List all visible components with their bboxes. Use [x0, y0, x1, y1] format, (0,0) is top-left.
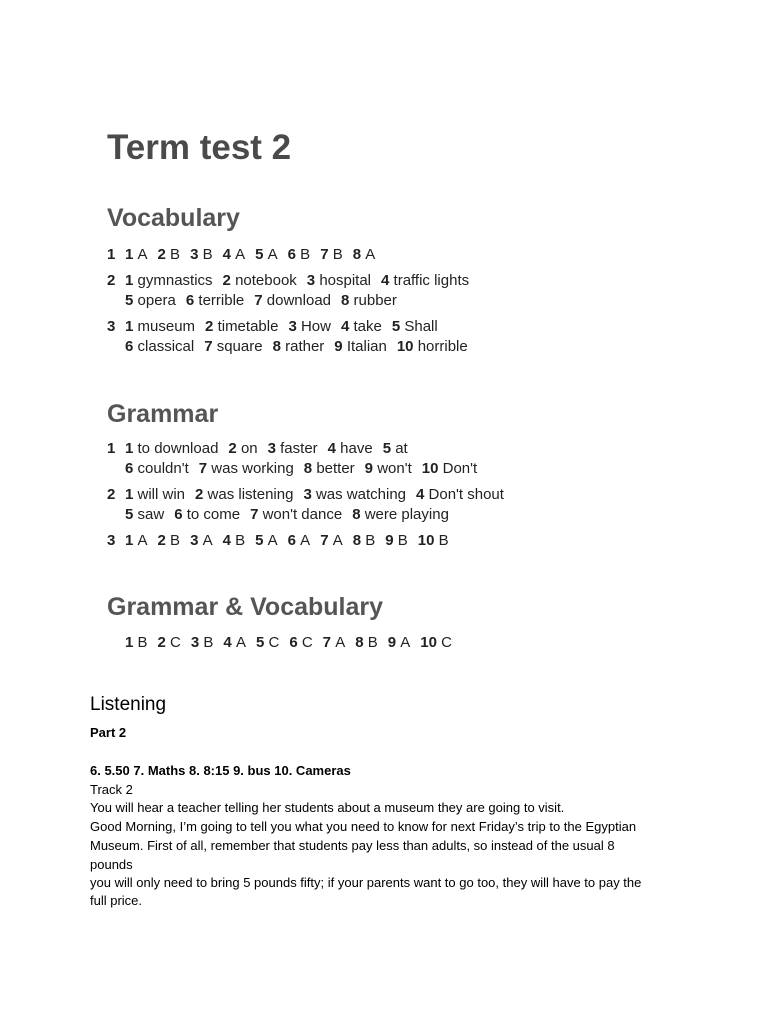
answer-item [190, 532, 213, 549]
item-answer: C [441, 634, 452, 651]
item-number: 6 [174, 506, 187, 523]
item-answer: will win [137, 486, 186, 503]
answer-item [353, 246, 376, 263]
item-answer: C [301, 634, 313, 651]
item-answer: was listening [207, 486, 294, 503]
item-answer: better [316, 460, 355, 477]
item-answer: faster [280, 440, 318, 457]
item-number: 5 [125, 292, 138, 309]
item-answer: A [137, 532, 148, 549]
transcript-line: You will hear a teacher telling her students about a museum they are going to visit. [90, 800, 565, 815]
item-number: 1 [125, 272, 138, 289]
item-number: 5 [382, 440, 396, 457]
item-answer: A [335, 634, 346, 651]
answer-row [107, 486, 514, 503]
answer-item [125, 272, 213, 289]
item-answer: A [202, 532, 213, 549]
item-answer: horrible [417, 338, 468, 355]
item-answer: hospital [319, 272, 372, 289]
item-answer: on [240, 440, 258, 457]
item-answer: B [332, 246, 343, 263]
item-number: 8 [341, 292, 354, 309]
grammar-vocabulary-heading: Grammar & Vocabulary [107, 593, 384, 621]
item-number: 3 [303, 486, 316, 503]
answer-item [304, 460, 355, 477]
item-number: 3 [190, 634, 204, 651]
listening-answers: 6. 5.50 7. Maths 8. 8:15 9. bus 10. Cameras [90, 763, 351, 778]
answer-item [125, 634, 148, 651]
item-number: 9 [387, 634, 401, 651]
answer-item [205, 318, 278, 335]
item-number: 7 [322, 634, 336, 651]
answer-item [307, 272, 371, 289]
item-number: 9 [334, 338, 347, 355]
answer-item [289, 634, 312, 651]
answer-item [397, 338, 468, 355]
answer-item [388, 634, 411, 651]
item-number: 6 [125, 460, 138, 477]
question-number: 1 [107, 440, 116, 457]
item-answer: Italian [346, 338, 387, 355]
item-number: 7 [320, 246, 333, 263]
listening-part: Part 2 [90, 725, 127, 740]
item-number: 1 [125, 532, 138, 549]
item-answer: B [202, 246, 213, 263]
item-number: 1 [125, 634, 138, 651]
item-answer: at [395, 440, 408, 457]
question-number: 2 [107, 272, 116, 289]
answer-item [328, 440, 373, 457]
item-answer: Don't [442, 460, 478, 477]
item-answer: take [353, 318, 382, 335]
item-answer: How [300, 318, 331, 335]
item-answer: B [137, 634, 148, 651]
item-number: 6 [287, 532, 301, 549]
item-number: 5 [255, 634, 269, 651]
answer-item [191, 634, 214, 651]
question-number: 1 [107, 246, 116, 263]
item-number: 3 [190, 246, 203, 263]
item-number: 2 [195, 486, 208, 503]
item-number: 8 [352, 506, 365, 523]
track-label: Track 2 [90, 782, 133, 797]
answer-item [255, 532, 278, 549]
answer-item [190, 246, 213, 263]
item-number: 1 [125, 246, 138, 263]
answer-item [125, 338, 194, 355]
transcript-line: full price. [90, 893, 143, 908]
answer-row [107, 532, 459, 549]
answer-item [228, 440, 257, 457]
item-answer: B [367, 634, 378, 651]
item-answer: B [235, 532, 246, 549]
answer-item [320, 532, 343, 549]
answer-item [288, 318, 331, 335]
item-number: 6 [287, 246, 301, 263]
item-number: 7 [198, 460, 212, 477]
item-number: 8 [303, 460, 317, 477]
answer-item [418, 532, 449, 549]
item-number: 4 [222, 532, 236, 549]
item-answer: museum [137, 318, 196, 335]
item-answer: A [400, 634, 411, 651]
answer-item [125, 486, 185, 503]
item-number: 2 [205, 318, 218, 335]
item-number: 2 [157, 634, 171, 651]
item-number: 3 [267, 440, 281, 457]
item-answer: A [137, 246, 148, 263]
answer-item [385, 532, 408, 549]
transcript-line: Museum. First of all, remember that students pay less than adults, so instead of the usual 8 [90, 838, 615, 853]
answer-item [223, 272, 297, 289]
item-answer: B [438, 532, 449, 549]
item-number: 2 [228, 440, 241, 457]
item-number: 5 [125, 506, 138, 523]
item-number: 3 [190, 532, 203, 549]
answer-item [383, 440, 408, 457]
answer-item [125, 292, 176, 309]
answer-row [107, 440, 418, 457]
question-number: 2 [107, 486, 116, 503]
item-number: 5 [255, 246, 268, 263]
item-answer: were playing [364, 506, 449, 523]
item-answer: square [216, 338, 263, 355]
vocabulary-heading: Vocabulary [107, 204, 240, 232]
answer-item [303, 486, 406, 503]
answer-item [125, 460, 189, 477]
answer-row [107, 292, 407, 309]
item-number: 3 [288, 318, 301, 335]
answer-item [341, 318, 382, 335]
answer-item [204, 338, 262, 355]
item-answer: B [365, 532, 376, 549]
item-answer: notebook [235, 272, 297, 289]
item-answer: to come [186, 506, 241, 523]
answer-item [125, 506, 164, 523]
item-number: 1 [125, 318, 138, 335]
item-number: 10 [420, 634, 442, 651]
answer-item [420, 634, 452, 651]
item-answer: B [170, 246, 181, 263]
answer-item [186, 292, 244, 309]
answer-item [199, 460, 294, 477]
item-number: 1 [125, 486, 138, 503]
answer-item [268, 440, 318, 457]
item-answer: was working [211, 460, 294, 477]
answer-item [381, 272, 469, 289]
answer-item [158, 634, 181, 651]
item-number: 6 [125, 338, 138, 355]
item-number: 4 [416, 486, 429, 503]
answer-item [352, 506, 449, 523]
listening-heading: Listening [90, 694, 167, 715]
item-number: 4 [223, 634, 236, 651]
item-answer: rubber [353, 292, 397, 309]
item-number: 7 [204, 338, 217, 355]
item-number: 4 [381, 272, 394, 289]
item-answer: A [267, 246, 278, 263]
item-answer: download [266, 292, 331, 309]
answer-item [422, 460, 477, 477]
item-answer: classical [137, 338, 195, 355]
item-answer: A [332, 532, 343, 549]
answer-item [195, 486, 293, 503]
item-answer: opera [137, 292, 176, 309]
item-answer: timetable [217, 318, 279, 335]
answer-item [255, 246, 278, 263]
answer-row [107, 460, 487, 477]
item-number: 2 [157, 532, 171, 549]
item-number: 7 [250, 506, 263, 523]
item-answer: A [267, 532, 278, 549]
answer-item [323, 634, 346, 651]
item-number: 6 [289, 634, 302, 651]
transcript-line: pounds [90, 857, 133, 872]
item-answer: Don't shout [428, 486, 504, 503]
item-number: 5 [255, 532, 268, 549]
item-number: 2 [222, 272, 236, 289]
item-answer: won't [377, 460, 412, 477]
answer-item [125, 440, 218, 457]
item-answer: A [365, 246, 376, 263]
item-number: 4 [222, 246, 236, 263]
question-number: 3 [107, 318, 116, 335]
answer-item [223, 634, 246, 651]
item-answer: rather [285, 338, 325, 355]
question-number: 3 [107, 532, 116, 549]
answer-item [158, 532, 181, 549]
item-number: 4 [340, 318, 354, 335]
item-number: 4 [327, 440, 341, 457]
item-number: 8 [355, 634, 368, 651]
answer-item [125, 246, 148, 263]
answer-item [416, 486, 504, 503]
answer-row [107, 338, 478, 355]
item-answer: B [170, 532, 181, 549]
item-number: 1 [125, 440, 138, 457]
item-answer: A [235, 246, 246, 263]
item-answer: traffic lights [393, 272, 470, 289]
item-answer: have [340, 440, 373, 457]
item-answer: B [397, 532, 408, 549]
item-answer: B [203, 634, 214, 651]
item-answer: saw [137, 506, 165, 523]
item-number: 2 [157, 246, 171, 263]
answer-item [392, 318, 438, 335]
item-answer: A [235, 634, 246, 651]
answer-item [125, 318, 195, 335]
answer-item [288, 532, 311, 549]
item-number: 8 [272, 338, 286, 355]
answer-item [174, 506, 240, 523]
item-answer: to download [137, 440, 219, 457]
grammar-heading: Grammar [107, 400, 219, 428]
item-answer: Shall [404, 318, 438, 335]
answer-item [250, 506, 342, 523]
answer-item [254, 292, 331, 309]
item-number: 5 [391, 318, 405, 335]
item-number: 3 [306, 272, 320, 289]
item-number: 10 [396, 338, 418, 355]
answer-item [223, 246, 246, 263]
item-number: 6 [185, 292, 199, 309]
answer-row [107, 246, 385, 263]
answer-item [341, 292, 397, 309]
answer-item [365, 460, 412, 477]
answer-row [107, 272, 479, 289]
answer-item [223, 532, 246, 549]
item-number: 7 [320, 532, 333, 549]
answer-item [288, 246, 311, 263]
item-answer: won't dance [262, 506, 343, 523]
answer-item [320, 246, 343, 263]
item-number: 10 [417, 532, 439, 549]
item-answer: C [268, 634, 280, 651]
answer-item [273, 338, 325, 355]
item-answer: B [300, 246, 311, 263]
answer-row [107, 634, 462, 651]
item-answer: A [300, 532, 311, 549]
answer-item [355, 634, 378, 651]
item-number: 10 [421, 460, 443, 477]
transcript-line: Good Morning, I’m going to tell you what you need to know for next Friday’s trip to the Egyptian [90, 819, 637, 834]
item-number: 9 [385, 532, 398, 549]
item-answer: gymnastics [137, 272, 213, 289]
answer-row [107, 318, 448, 335]
page-title: Term test 2 [107, 128, 292, 167]
answer-item [334, 338, 387, 355]
answer-item [256, 634, 279, 651]
item-answer: terrible [198, 292, 245, 309]
answer-item [158, 246, 181, 263]
item-number: 8 [352, 532, 366, 549]
item-number: 8 [352, 246, 366, 263]
item-answer: couldn't [137, 460, 189, 477]
item-number: 9 [364, 460, 378, 477]
item-answer: was watching [315, 486, 406, 503]
transcript-line: you will only need to bring 5 pounds fifty; if your parents want to go too, they will have to pay the [90, 875, 642, 890]
answer-item [353, 532, 376, 549]
answer-item [125, 532, 148, 549]
answer-row [107, 506, 459, 523]
item-number: 7 [254, 292, 267, 309]
item-answer: C [170, 634, 181, 651]
